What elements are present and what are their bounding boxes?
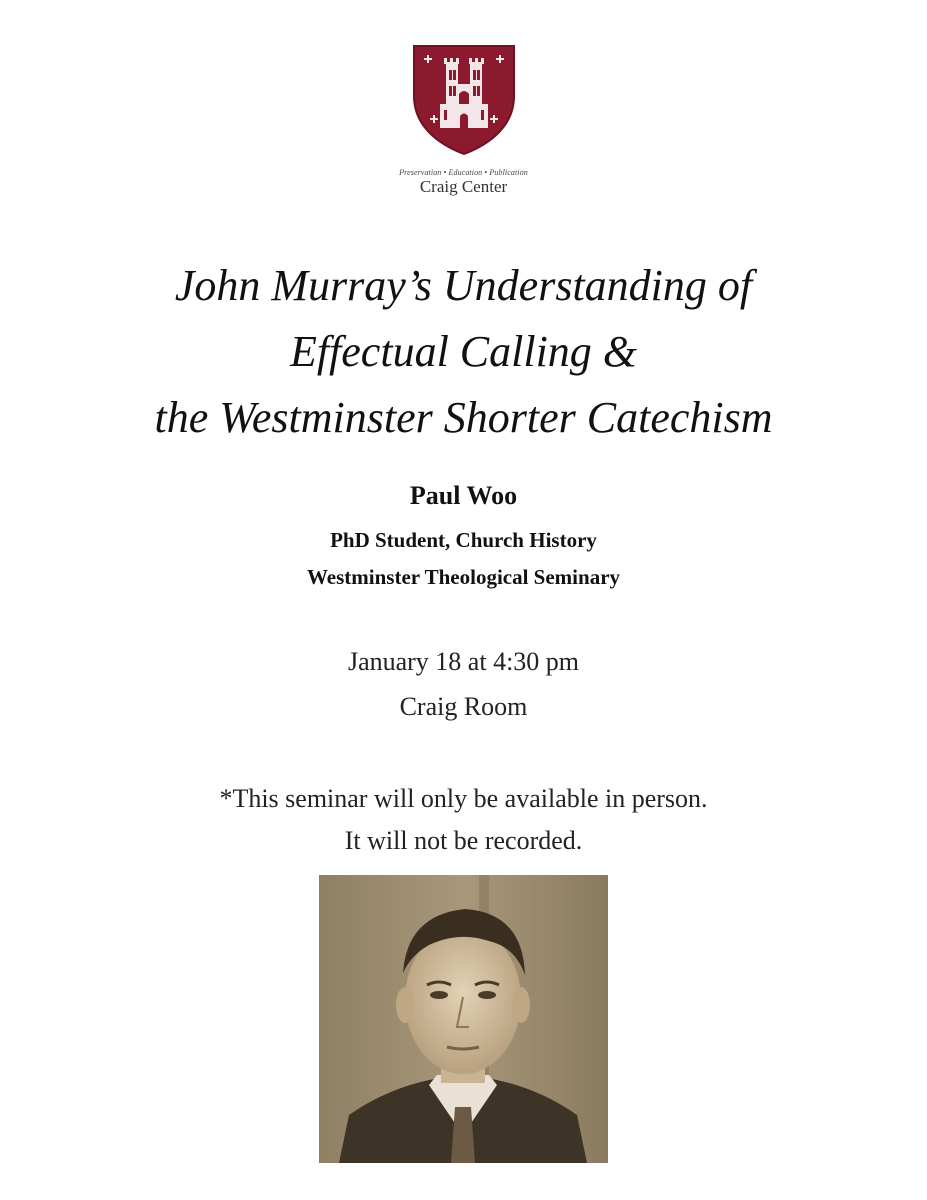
title-line-2: Effectual Calling & (289, 327, 638, 376)
speaker-name: Paul Woo (409, 481, 518, 510)
event-datetime: January 18 at 4:30 pm (347, 647, 580, 676)
title-line-3: the Westminster Shorter Catechism (154, 393, 773, 442)
shield-icon (412, 44, 516, 156)
speaker-institution: Westminster Theological Seminary (306, 565, 621, 589)
portrait-photo (319, 875, 608, 1163)
event-location: Craig Room (399, 692, 528, 721)
portrait-image (319, 875, 608, 1163)
seminar-title (0, 253, 927, 451)
logo-tagline: Preservation • Education • Publication (399, 168, 528, 177)
notice-line-1: *This seminar will only be available in person. (219, 784, 708, 813)
title-line-1: John Murray’s Understanding of (174, 261, 753, 310)
organization-name: Craig Center (419, 177, 508, 196)
notice-line-2: It will not be recorded. (344, 826, 583, 855)
speaker-role: PhD Student, Church History (330, 528, 597, 552)
craig-center-logo (0, 44, 927, 156)
